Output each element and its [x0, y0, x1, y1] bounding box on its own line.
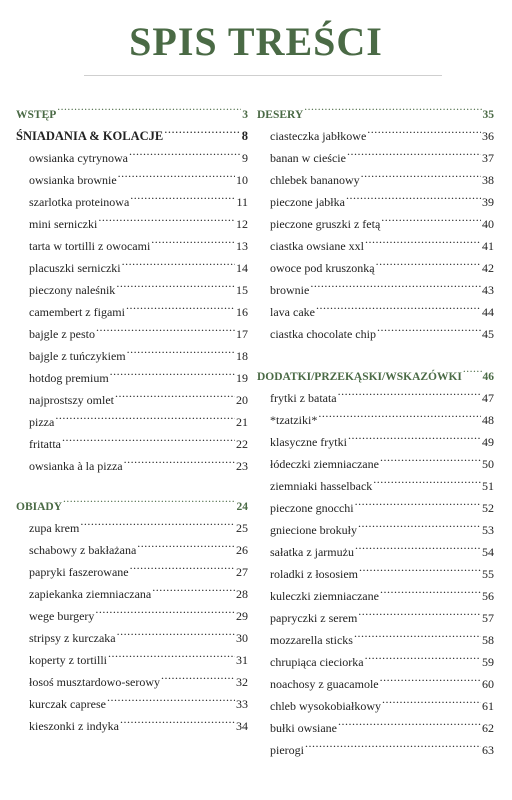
dot-leader	[316, 294, 481, 316]
dot-leader	[62, 426, 235, 448]
page-number: 11	[236, 195, 248, 209]
toc-section-heading[interactable]	[257, 358, 494, 383]
dot-leader	[118, 162, 235, 184]
entry-title: bajgle z pesto	[29, 327, 95, 341]
page-number: 55	[482, 567, 494, 581]
entry-title: owoce pod kruszonką	[270, 261, 375, 275]
page-number: 20	[236, 393, 248, 407]
page-number: 18	[236, 349, 248, 363]
entry-title: noachosy z guacamole	[270, 677, 379, 691]
entry-title: chleb wysokobiałkowy	[270, 699, 381, 713]
entry-title: ziemniaki hasselback	[270, 479, 373, 493]
dot-leader	[116, 272, 235, 294]
entry-title: fritatta	[29, 437, 61, 451]
page-number: 40	[482, 217, 494, 231]
entry-title: kuleczki ziemniaczane	[270, 589, 379, 603]
entry-title: pieczone jabłka	[270, 195, 345, 209]
entry-title: owsianka cytrynowa	[29, 151, 128, 165]
entry-title: klasyczne frytki	[270, 435, 347, 449]
entry-title: stripsy z kurczaka	[29, 631, 116, 645]
section-title: DODATKI/PRZEKĄSKI/WSKAZÓWKI	[257, 371, 462, 383]
dot-leader	[373, 468, 481, 490]
entry-title: bajgle z tuńczykiem	[29, 349, 126, 363]
dot-leader	[354, 622, 481, 644]
page-number: 42	[482, 261, 494, 275]
entry-title: chrupiąca cieciorka	[270, 655, 364, 669]
dot-leader	[380, 578, 481, 600]
dot-leader	[355, 490, 481, 512]
page-number: 54	[482, 545, 494, 559]
page-number: 9	[242, 151, 248, 165]
page-number: 57	[482, 611, 494, 625]
page-number: 25	[236, 521, 248, 535]
page-number: 46	[482, 371, 494, 383]
dot-leader	[122, 250, 235, 272]
dot-leader	[358, 600, 481, 622]
dot-leader	[115, 382, 235, 404]
entry-title: gniecione brokuły	[270, 523, 357, 537]
page-number: 61	[482, 699, 494, 713]
page-number: 13	[236, 239, 248, 253]
title-divider	[84, 75, 442, 76]
entry-title: kieszonki z indyka	[29, 719, 119, 733]
entry-title: szarlotka proteinowa	[29, 195, 130, 209]
dot-leader	[124, 448, 235, 470]
dot-leader	[120, 708, 235, 730]
page-number: 62	[482, 721, 494, 735]
entry-title: frytki z batata	[270, 391, 337, 405]
section-title: DESERY	[257, 109, 304, 121]
entry-title: hotdog premium	[29, 371, 109, 385]
dot-leader	[358, 512, 481, 534]
page-number: 22	[236, 437, 248, 451]
entry-title: papryczki z serem	[270, 611, 358, 625]
section-title: OBIADY	[16, 501, 63, 513]
page-number: 36	[482, 129, 494, 143]
entry-title: papryki faszerowane	[29, 565, 129, 579]
entry-title: najprostszy omlet	[29, 393, 114, 407]
dot-leader	[55, 404, 235, 426]
page-title: SPIS TREŚCI	[129, 19, 383, 64]
toc-right-column	[257, 96, 494, 757]
page-number: 34	[236, 719, 248, 733]
dot-leader	[381, 206, 481, 228]
page-number: 37	[482, 151, 494, 165]
dot-leader	[127, 338, 235, 360]
page-number: 56	[482, 589, 494, 603]
entry-title: pieczone gruszki z fetą	[270, 217, 381, 231]
dot-leader	[348, 424, 481, 446]
entry-title: owsianka à la pizza	[29, 459, 123, 473]
entry-title: brownie	[270, 283, 310, 297]
entry-title: placuszki serniczki	[29, 261, 121, 275]
page-number: 60	[482, 677, 494, 691]
page-number: 10	[236, 173, 248, 187]
dot-leader	[152, 576, 235, 598]
entry-title: pizza	[29, 415, 55, 429]
toc-section-heading[interactable]	[257, 96, 494, 121]
page-number: 30	[236, 631, 248, 645]
section-title: ŚNIADANIA & KOLACJE	[16, 129, 164, 143]
dot-leader	[130, 184, 235, 206]
page-number: 38	[482, 173, 494, 187]
dot-leader	[108, 642, 235, 664]
dot-leader	[463, 358, 482, 380]
entry-title: bułki owsiane	[270, 721, 337, 735]
page-number: 43	[482, 283, 494, 297]
dot-leader	[98, 206, 235, 228]
entry-title: *tzatziki*	[270, 413, 318, 427]
dot-leader	[338, 710, 481, 732]
page-number: 14	[236, 261, 248, 275]
entry-title: roladki z łososiem	[270, 567, 358, 581]
page-number: 27	[236, 565, 248, 579]
dot-leader	[129, 140, 241, 162]
entry-title: banan w cieście	[270, 151, 346, 165]
entry-title: tarta w tortilli z owocami	[29, 239, 151, 253]
page-number: 41	[482, 239, 494, 253]
section-title: WSTĘP	[16, 109, 57, 121]
dot-leader	[161, 664, 235, 686]
page-number: 39	[482, 195, 494, 209]
page-number: 44	[482, 305, 494, 319]
entry-title: sałatka z jarmużu	[270, 545, 354, 559]
page-number: 19	[236, 371, 248, 385]
dot-leader	[367, 118, 481, 140]
dot-leader	[346, 184, 481, 206]
dot-leader	[95, 598, 235, 620]
dot-leader	[110, 360, 235, 382]
page-number: 28	[236, 587, 248, 601]
dot-leader	[151, 228, 235, 250]
dot-leader	[63, 488, 235, 510]
entry-title: wege burgery	[29, 609, 95, 623]
page-number: 49	[482, 435, 494, 449]
entry-title: ciasteczka jabłkowe	[270, 129, 367, 143]
entry-title: pieczony naleśnik	[29, 283, 116, 297]
page-number: 48	[482, 413, 494, 427]
dot-leader	[310, 272, 481, 294]
dot-leader	[347, 140, 481, 162]
entry-title: ciastka owsiane xxl	[270, 239, 364, 253]
entry-title: zapiekanka ziemniaczana	[29, 587, 152, 601]
page-number: 52	[482, 501, 494, 515]
entry-title: koperty z tortilli	[29, 653, 107, 667]
dot-leader	[380, 446, 481, 468]
page-number: 17	[236, 327, 248, 341]
page-number: 53	[482, 523, 494, 537]
dot-leader	[117, 620, 235, 642]
entry-title: mini serniczki	[29, 217, 98, 231]
toc-section-heading[interactable]	[16, 488, 248, 513]
entry-title: zupa krem	[29, 521, 80, 535]
entry-title: kurczak caprese	[29, 697, 106, 711]
dot-leader	[376, 250, 481, 272]
page-number: 33	[236, 697, 248, 711]
dot-leader	[355, 534, 481, 556]
page-number: 59	[482, 655, 494, 669]
page-number: 24	[236, 501, 248, 513]
page-number: 58	[482, 633, 494, 647]
page-number: 63	[482, 743, 494, 757]
page-number: 16	[236, 305, 248, 319]
entry-title: lava cake	[270, 305, 315, 319]
dot-leader	[107, 686, 235, 708]
page-number: 26	[236, 543, 248, 557]
entry-title: łódeczki ziemniaczane	[270, 457, 379, 471]
dot-leader	[318, 402, 481, 424]
dot-leader	[57, 96, 241, 118]
entry-title: owsianka brownie	[29, 173, 117, 187]
toc-left-column	[16, 96, 248, 733]
dot-leader	[361, 162, 481, 184]
entry-title: pierogi	[270, 743, 304, 757]
toc-section-heading[interactable]	[16, 96, 248, 121]
entry-title: ciastka chocolate chip	[270, 327, 376, 341]
page-number: 15	[236, 283, 248, 297]
entry-title: chlebek bananowy	[270, 173, 360, 187]
entry-title: camembert z figami	[29, 305, 125, 319]
dot-leader	[305, 732, 481, 754]
dot-leader	[380, 666, 481, 688]
dot-leader	[359, 556, 481, 578]
dot-leader	[137, 532, 235, 554]
page-number: 35	[482, 109, 494, 121]
page-number: 32	[236, 675, 248, 689]
page-number: 51	[482, 479, 494, 493]
dot-leader	[164, 118, 241, 140]
dot-leader	[130, 554, 235, 576]
dot-leader	[382, 688, 481, 710]
page-number: 12	[236, 217, 248, 231]
page-number: 23	[236, 459, 248, 473]
dot-leader	[377, 316, 481, 338]
dot-leader	[96, 316, 235, 338]
dot-leader	[304, 96, 481, 118]
dot-leader	[338, 380, 481, 402]
entry-title: łosoś musztardowo-serowy	[29, 675, 160, 689]
dot-leader	[365, 228, 481, 250]
entry-title: mozzarella sticks	[270, 633, 353, 647]
dot-leader	[126, 294, 235, 316]
page-number: 47	[482, 391, 494, 405]
entry-title: schabowy z bakłażana	[29, 543, 137, 557]
page-number: 45	[482, 327, 494, 341]
page-number: 8	[241, 129, 248, 143]
entry-title: pieczone gnocchi	[270, 501, 354, 515]
dot-leader	[365, 644, 481, 666]
page-number: 3	[242, 109, 248, 121]
page-number: 21	[236, 415, 248, 429]
page-number: 50	[482, 457, 494, 471]
page-number: 29	[236, 609, 248, 623]
dot-leader	[80, 510, 235, 532]
page-number: 31	[236, 653, 248, 667]
